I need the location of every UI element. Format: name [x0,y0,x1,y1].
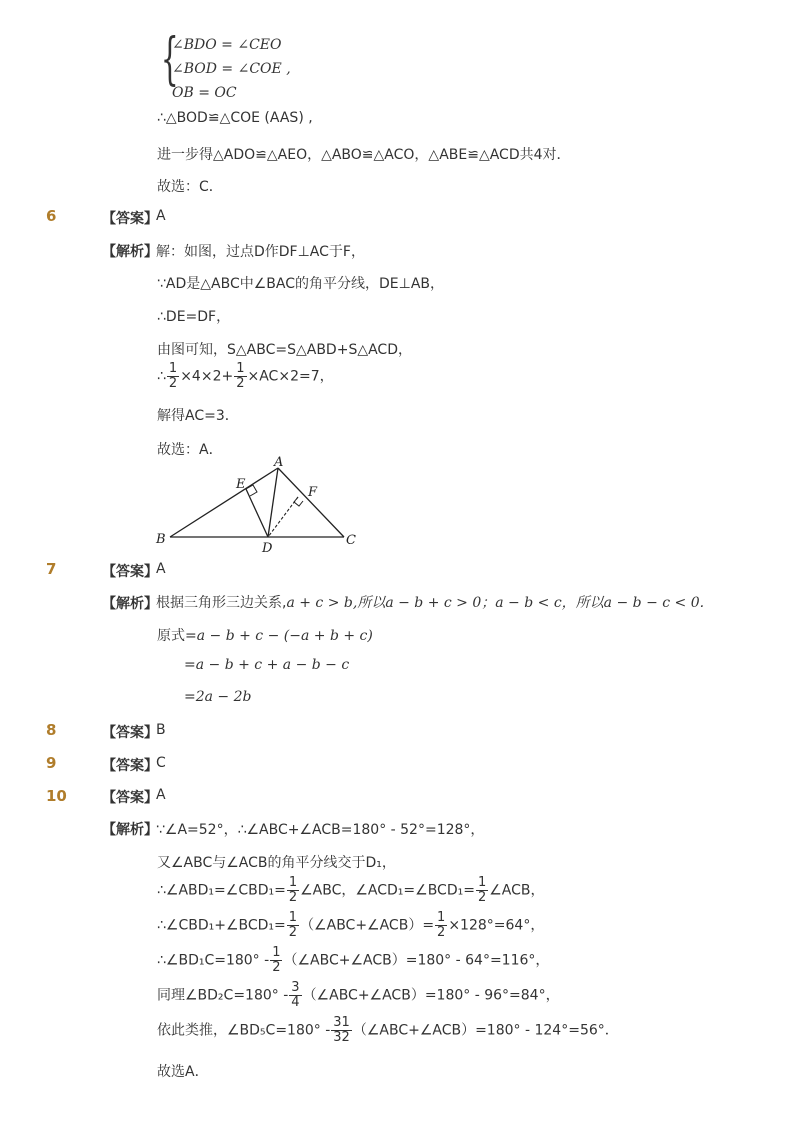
fraction: $\frac{1}{2}$ [437,910,446,940]
answer-value: B [156,722,166,738]
q7-line-4: =2a − 2b [184,689,252,705]
further-conclusion: 进一步得△ADO≌△AEO，△ABO≌△ACO，△ABE≌△ACD共4对． [157,147,571,163]
answer-value: A [156,787,166,803]
fraction: $\frac{1}{2}$ [288,875,298,905]
q6-line-7: 故选：A． [157,442,223,458]
label-b: B [156,532,166,547]
question-number-9: 9 [46,754,57,772]
q6-line-4: 由图可知，S△ABC=S△ABD+S△ACD， [157,342,412,358]
q7-line-1: 根据三角形三边关系,a + c > b,所以a − b + c > 0；a − b < c，所以a − b − c < 0. [156,595,705,611]
fraction: $\frac{1}{2}$ [477,875,487,905]
q7-line-2: 原式=a − b + c − (−a + b + c) [157,628,373,644]
analysis-tag: 【解析】 [102,244,158,260]
analysis-tag: 【解析】 [102,596,158,612]
q10-line-5: ∴∠BD₁C=180° - $\frac{1}{2}$ （∠ABC+∠ACB）=180° - 64°=116°， [157,945,550,975]
fraction: $\frac{1}{2}$ [168,361,178,391]
question-number-6: 6 [46,207,57,225]
answer-tag: 【答案】 [102,564,158,580]
answer-tag: 【答案】 [102,758,158,774]
answer-value: A [156,561,166,577]
q6-line-1: 解：如图，过点D作DF⊥AC于F， [156,244,365,260]
q10-line-7: 依此类推，∠BD₅C=180° - $\frac{31}{32}$ （∠ABC+∠ACB）=180° - 124°=56°． [157,1015,619,1045]
q10-line-3: ∴∠ABD₁=∠CBD₁= $\frac{1}{2}$ ∠ABC，∠ACD₁=∠BCD₁= $\frac{1}{2}$ ∠ACB， [157,875,545,905]
answer-tag: 【答案】 [102,790,158,806]
analysis-tag: 【解析】 [102,822,158,838]
system-eq-2: ∠BOD = ∠COE , [172,61,291,77]
label-f: F [308,485,318,500]
answer-value: A [156,208,166,224]
question-number-10: 10 [46,787,67,805]
q6-line-3: ∴DE=DF， [157,309,231,325]
triangle-figure [150,456,370,556]
system-brace: { [160,27,179,92]
fraction: $\frac{1}{2}$ [236,361,245,391]
fraction: $\frac{1}{2}$ [288,910,298,940]
q10-line-2: 又∠ABC与∠ACB的角平分线交于D₁， [157,855,396,871]
label-a: A [274,456,284,470]
question-number-8: 8 [46,721,57,739]
fraction: $\frac{1}{2}$ [272,945,281,975]
q5-choice: 故选：C． [157,179,223,195]
q6-line-5: ∴ $\frac{1}{2}$ ×4×2+ $\frac{1}{2}$ ×AC×2=7， [157,361,334,391]
system-eq-1: ∠BDO = ∠CEO [172,37,282,53]
q6-line-6: 解得AC=3． [157,408,239,424]
q6-line-2: ∵AD是△ABC中∠BAC的角平分线，DE⊥AB， [157,276,445,292]
label-d: D [262,541,273,556]
congruence-conclusion: ∴△BOD≌△COE (AAS) , [157,110,313,126]
label-c: C [346,533,356,548]
answer-value: C [156,755,166,771]
question-number-7: 7 [46,560,57,578]
q10-line-1: ∵∠A=52°，∴∠ABC+∠ACB=180° - 52°=128°， [156,822,485,838]
answer-tag: 【答案】 [102,725,158,741]
system-eq-3: OB = OC [172,85,237,101]
answer-tag: 【答案】 [102,211,158,227]
q10-line-8: 故选A． [157,1064,209,1080]
fraction: $\frac{3}{4}$ [291,980,300,1010]
label-e: E [236,477,246,492]
q10-line-6: 同理∠BD₂C=180° - $\frac{3}{4}$ （∠ABC+∠ACB）=180° - 96°=84°， [157,980,560,1010]
q7-line-3: =a − b + c + a − b − c [184,657,350,673]
q10-line-4: ∴∠CBD₁+∠BCD₁= $\frac{1}{2}$ （∠ABC+∠ACB）= $\frac{1}{2}$ ×128°=64°， [157,910,545,940]
fraction: $\frac{31}{32}$ [333,1015,350,1045]
